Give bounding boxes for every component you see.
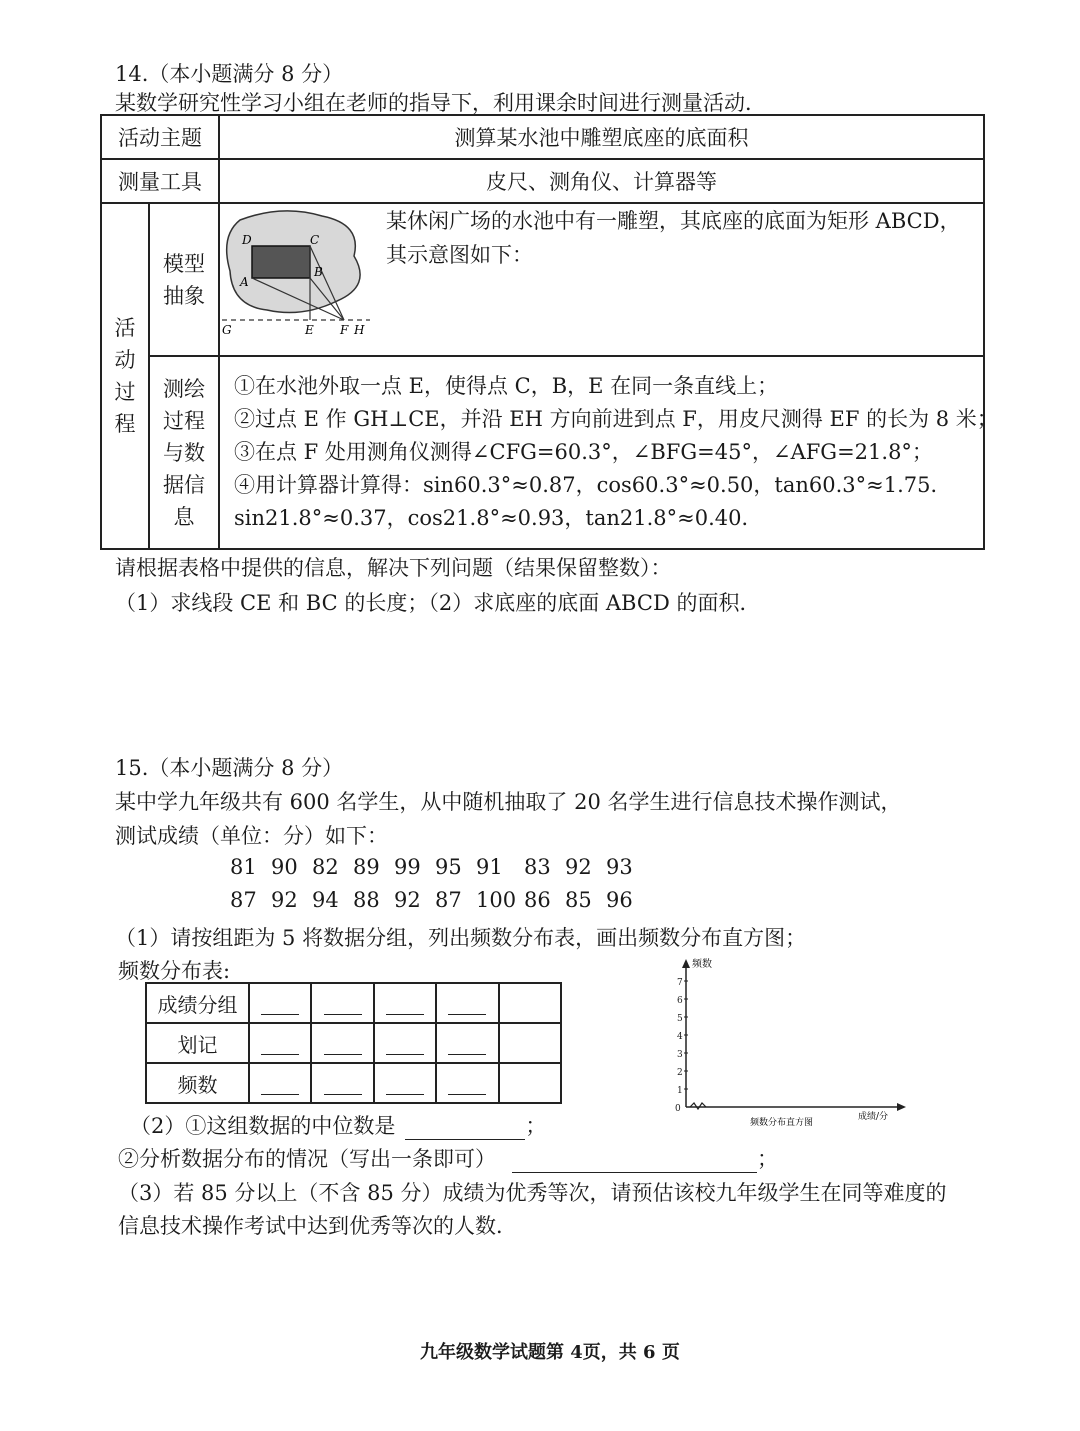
label-f: F <box>340 323 349 337</box>
tick-4: 4 <box>677 1032 683 1042</box>
model-text-2: 其示意图如下： <box>386 243 533 267</box>
label-c: C <box>310 233 320 247</box>
tally-cell[interactable] <box>436 1023 498 1063</box>
label-b: B <box>314 265 323 279</box>
process-label: 活 动 过 程 <box>101 203 149 549</box>
step-5: sin21.8°≈0.37，cos21.8°≈0.93，tan21.8°≈0.40． <box>234 506 763 530</box>
scores-row-1: 81 90 82 89 99 95 91 83 92 93 <box>230 855 633 879</box>
tally-cell[interactable] <box>311 1023 373 1063</box>
frequency-cell[interactable] <box>436 1063 498 1103</box>
step-4: ④用计算器计算得：sin60.3°≈0.87，cos60.3°≈0.50，tan60.3°≈1.75． <box>234 473 952 497</box>
frequency-cell[interactable] <box>249 1063 311 1103</box>
tick-6: 6 <box>677 996 683 1006</box>
frequency-cell[interactable] <box>499 1063 561 1103</box>
hist-xlabel: 成绩/分 <box>858 1112 889 1122</box>
row-label-frequency: 频数 <box>146 1063 249 1103</box>
p14-intro: 某数学研究性学习小组在老师的指导下，利用课余时间进行测量活动． <box>115 91 766 115</box>
survey-steps <box>219 356 998 549</box>
theme-value: 测算某水池中雕塑底座的底面积 <box>219 115 984 159</box>
groups-cell[interactable] <box>436 983 498 1023</box>
tick-3: 3 <box>677 1050 683 1060</box>
step-1: ①在水池外取一点 E，使得点 C，B，E 在同一条直线上； <box>234 374 779 398</box>
groups-cell[interactable] <box>249 983 311 1023</box>
distribution-answer-blank[interactable] <box>512 1150 757 1173</box>
hist-caption: 频数分布直方图 <box>750 1118 814 1128</box>
frequency-cell[interactable] <box>374 1063 436 1103</box>
p14-questions: （1）求线段 CE 和 BC 的长度；（2）求底座的底面 ABCD 的面积． <box>115 591 761 615</box>
tally-cell[interactable] <box>249 1023 311 1063</box>
p15-intro-2: 测试成绩（单位：分）如下： <box>115 824 388 848</box>
tick-0: 0 <box>675 1104 681 1114</box>
label-e: E <box>305 323 314 337</box>
label-a: A <box>240 275 249 289</box>
row-label-groups: 成绩分组 <box>146 983 249 1023</box>
model-label: 模型 抽象 <box>149 203 219 356</box>
label-d: D <box>242 233 252 247</box>
p14-header: 14.（本小题满分 8 分） <box>115 62 344 86</box>
groups-cell[interactable] <box>311 983 373 1023</box>
p14-question-intro: 请根据表格中提供的信息，解决下列问题（结果保留整数）： <box>115 556 672 580</box>
tick-5: 5 <box>677 1014 683 1024</box>
freq-table-title: 频数分布表: <box>118 959 231 983</box>
p15-q3-2: 信息技术操作考试中达到优秀等次的人数． <box>118 1214 517 1238</box>
tools-label: 测量工具 <box>101 159 219 203</box>
pool-sculpture-diagram <box>222 206 372 341</box>
p15-q2-1: （2）①这组数据的中位数是 ； <box>130 1114 547 1138</box>
tick-1: 1 <box>677 1086 683 1096</box>
activity-table <box>100 114 998 550</box>
empty-histogram <box>672 955 912 1135</box>
hist-ylabel: 频数 <box>692 959 712 970</box>
tally-cell[interactable] <box>499 1023 561 1063</box>
p15-q1: （1）请按组距为 5 将数据分组，列出频数分布表，画出频数分布直方图； <box>115 926 807 950</box>
median-answer-blank[interactable] <box>405 1117 525 1140</box>
p15-q3-1: （3）若 85 分以上（不含 85 分）成绩为优秀等次，请预估该校九年级学生在同等难度的 <box>118 1181 947 1205</box>
label-g: G <box>222 323 232 337</box>
p15-header: 15.（本小题满分 8 分） <box>115 756 344 780</box>
groups-cell[interactable] <box>499 983 561 1023</box>
tick-2: 2 <box>677 1068 683 1078</box>
frequency-cell[interactable] <box>311 1063 373 1103</box>
frequency-table <box>145 982 562 1104</box>
page-footer: 九年级数学试题第 4页，共 6 页 <box>420 1342 680 1363</box>
tools-value: 皮尺、测角仪、计算器等 <box>219 159 984 203</box>
row-label-tally: 划记 <box>146 1023 249 1063</box>
groups-cell[interactable] <box>374 983 436 1023</box>
p15-q2-2: ②分析数据分布的情况（写出一条即可） ； <box>118 1147 778 1171</box>
survey-label: 测绘 过程 与数 据信 息 <box>149 356 219 549</box>
theme-label: 活动主题 <box>101 115 219 159</box>
scores-row-2: 87 92 94 88 92 87 100 86 85 96 <box>230 888 633 912</box>
step-2: ②过点 E 作 GH⊥CE，并沿 EH 方向前进到点 F，用皮尺测得 EF 的长为 8 米； <box>234 407 998 431</box>
model-cell <box>219 203 984 356</box>
p15-intro-1: 某中学九年级共有 600 名学生，从中随机抽取了 20 名学生进行信息技术操作测试， <box>115 790 902 814</box>
tick-7: 7 <box>677 978 683 988</box>
tally-cell[interactable] <box>374 1023 436 1063</box>
label-h: H <box>354 323 365 337</box>
model-text-1: 某休闲广场的水池中有一雕塑，其底座的底面为矩形 ABCD， <box>386 209 961 233</box>
step-3: ③在点 F 处用测角仪测得∠CFG=60.3°，∠BFG=45°，∠AFG=21.8°； <box>234 440 933 464</box>
